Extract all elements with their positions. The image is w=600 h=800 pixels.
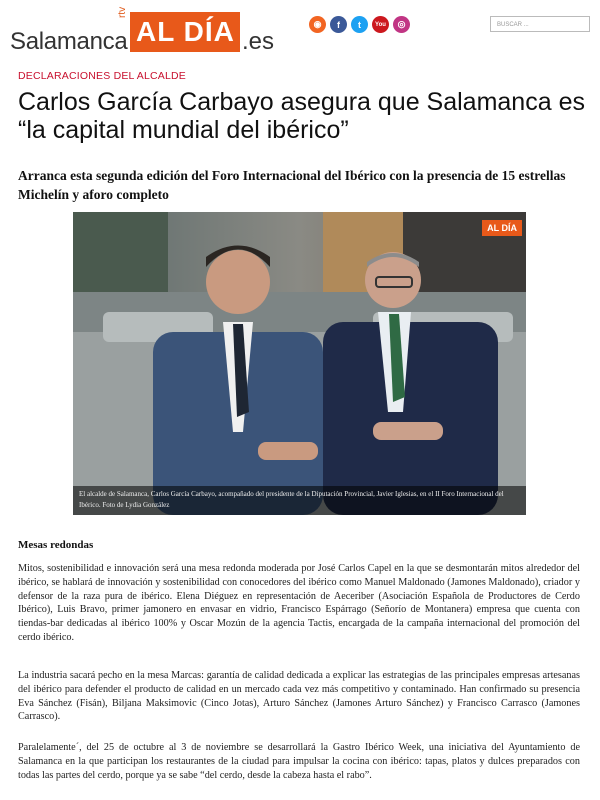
paragraph-2: La industria sacará pecho en la mesa Marcas: garantía de calidad dedicada a explicar las estrategias de las principales empresas artesanas del ibérico para defender el producto de calidad en un mercado cada vez más competitivo y contaminado. Han confirmado su presencia Eva Sánchez (Fisán), Biljana Maksimovic (Cinco Jotas), Arturo Sánchez (Jamones Arturo Sánchez) y Francisco Carrasco (Jamones Carrasco). — [18, 670, 580, 723]
article-title: Carlos García Carbayo asegura que Salamanca es “la capital mundial del ibérico” — [18, 88, 585, 144]
logo-text-al-dia: AL DÍA — [136, 16, 235, 47]
search-input[interactable]: BUSCAR ... — [490, 16, 590, 32]
rss-icon[interactable]: ◉ — [309, 16, 326, 33]
twitter-icon[interactable]: t — [351, 16, 368, 33]
photo-caption: El alcalde de Salamanca, Carlos García Carbayo, acompañado del presidente de la Diputación Provincial, Javier Iglesias, en el II Foro Internacional del Ibérico. Foto de Lydia González — [73, 486, 526, 515]
site-logo[interactable] — [10, 6, 280, 55]
paragraph-1: Mitos, sostenibilidad e innovación será una mesa redonda moderada por José Carlos Capel en la que se desmontarán mitos alrededor del ibérico, se hablará de innovación y sostenibilidad con conocedores del ibérico como Manuel Maldonado (Jamones Maldonado), criador y defensor de la raza pura de ibérico. Elena Diéguez en representación de Aeceriber (Asociación Española de Productores de Cerdo Ibérico), Luis Bravo, primer jamonero en envasar en vidrio, Francisco Espárrago (Señorío de Montanera) empresa que cuenta con tiendas-bar dedicadas al ibérico 100% y Oscar Mozún de la agencia Tactis, encargada de la campaña internacional del promoción del cerdo ibérico. — [18, 563, 580, 643]
article-subtitle: Arranca esta segunda edición del Foro Internacional del Ibérico con la presencia de 15 estrellas Michelín y aforo completo — [18, 168, 566, 202]
logo-box — [130, 12, 240, 52]
youtube-icon[interactable]: You — [372, 16, 389, 33]
article-category[interactable]: DECLARACIONES DEL ALCALDE — [18, 70, 187, 82]
social-links — [309, 16, 410, 33]
logo-text-rtv: rtv — [117, 6, 128, 18]
logo-text-salamanca: Salamanca — [10, 28, 128, 55]
photo-illustration — [73, 212, 526, 515]
photo-watermark-logo: AL DÍA — [482, 220, 522, 236]
logo-text-es: .es — [242, 28, 275, 55]
article-photo — [73, 212, 526, 515]
paragraph-3: Paralelamente´, del 25 de octubre al 3 de noviembre se desarrollará la Gastro Ibérico Week, una iniciativa del Ayuntamiento de Salamanca en la que participan los restaurantes de la ciudad para impulsar la cocina con ibérico: tapas, platos y dulces preparados con todas las partes del cerdo, porque ya se sabe “del cerdo, desde la cabeza hasta el rabo”. — [18, 742, 580, 781]
instagram-icon[interactable]: ◎ — [393, 16, 410, 33]
section-title: Mesas redondas — [18, 539, 94, 551]
facebook-icon[interactable]: f — [330, 16, 347, 33]
